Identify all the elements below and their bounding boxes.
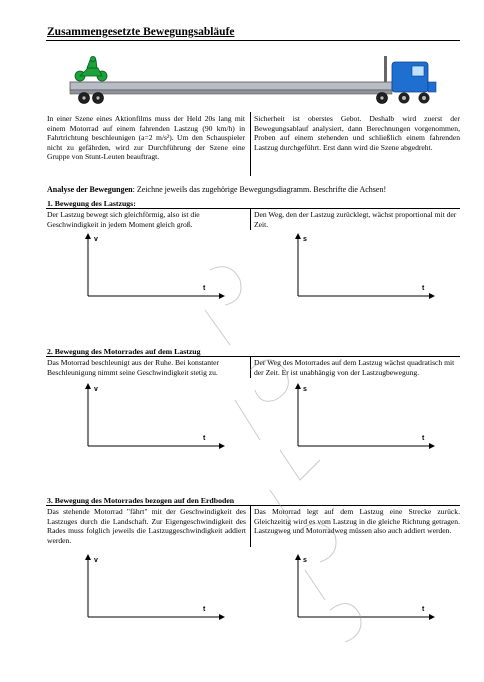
section-3-divider bbox=[250, 505, 251, 547]
section-1-heading: 1. Bewegung des Lastzugs: bbox=[47, 199, 136, 208]
section-2-divider bbox=[250, 356, 251, 378]
title-underline bbox=[46, 40, 460, 41]
intro-right: Sicherheit ist oberstes Gebot. Deshalb wird zuerst der Bewegungsablauf analysiert, dann Berechnungen vorgenommen, Proben auf einem stehenden und schließlich einem fahrenden Lastzug durchgeführt. Erst dann wird die Szene abgedreht. bbox=[254, 114, 460, 152]
section-2-left-text: Das Motorrad beschleunigt aus der Ruhe. Bei konstanter Beschleunigung nimmt seine Geschwindigkeit stetig zu. bbox=[47, 358, 220, 377]
section-2-left-x-label: t bbox=[203, 435, 206, 442]
section-2-heading: 2. Bewegung des Motorrades auf dem Lastzug bbox=[47, 347, 201, 356]
section-3-s-t-diagram bbox=[290, 553, 440, 623]
section-2-right-x-label: t bbox=[422, 435, 425, 442]
intro-left: In einer Szene eines Aktionfilms muss der Held 20s lang mit einem Motorrad auf einem fahrenden Lastzug (90 km/h) in Fahrtrichtung beschleunigen (a=2 m/s²). Um den Schauspieler nicht zu gefährden, wird zur Durchführung der Szene eine Gruppe von Stunt-Leuten beauftragt. bbox=[47, 114, 245, 162]
section-2-s-t-diagram bbox=[290, 382, 440, 452]
truck-with-motorcycle-icon bbox=[66, 56, 448, 108]
section-2-left-y-label: v bbox=[94, 386, 98, 393]
section-2-right-y-label: s bbox=[303, 386, 307, 393]
section-1-right-x-label: t bbox=[422, 285, 425, 292]
motorcycle-icon bbox=[75, 56, 107, 81]
analyse-label: Analyse der Bewegungen bbox=[47, 185, 133, 194]
section-3-heading: 3. Bewegung des Motorrades bezogen auf den Erdboden bbox=[47, 496, 235, 505]
section-1-left-x-label: t bbox=[203, 285, 206, 292]
section-3-left-y-label: v bbox=[94, 557, 98, 564]
section-3-v-t-diagram bbox=[80, 553, 230, 623]
section-2-rule bbox=[46, 356, 460, 357]
section-1-divider bbox=[250, 208, 251, 230]
section-1-left-y-label: v bbox=[94, 236, 98, 243]
section-3-right-x-label: t bbox=[422, 606, 425, 613]
section-3-right-text: Das Motorrad legt auf dem Lastzug eine Strecke zurück. Gleichzeitig wird es vom Lastzug in die gleiche Richtung getragen. Lastzugweg und Motorradweg müssen also auch addiert werden. bbox=[254, 507, 460, 536]
section-3-rule bbox=[46, 505, 460, 506]
section-1-s-t-diagram bbox=[290, 232, 440, 302]
section-1-right-y-label: s bbox=[303, 236, 307, 243]
section-3-right-y-label: s bbox=[303, 557, 307, 564]
section-2-v-t-diagram bbox=[80, 382, 230, 452]
section-1-left-text: Der Lastzug bewegt sich gleichförmig, also ist die Geschwindigkeit in jedem Moment gleich groß. bbox=[47, 210, 200, 229]
section-1-right-text: Den Weg, den der Lastzug zurücklegt, wächst proportional mit der Zeit. bbox=[254, 210, 457, 229]
truck-cab-icon bbox=[384, 56, 436, 104]
section-3-left-text: Das stehende Motorrad "fährt" mit der Geschwindigkeit des Lastzuges durch die Landschaft. Zur Eigengeschwindigkeit des Rades muss folglich jeweils die Lastzuggeschwindigkeit addiert werden. bbox=[47, 507, 246, 545]
page-title: Zusammengesetzte Bewegungsabläufe bbox=[47, 26, 235, 38]
section-1-rule bbox=[46, 208, 460, 209]
section-2-right-text: Der Weg des Motorrades auf dem Lastzug wächst quadratisch mit der Zeit. Er ist unabhängig von der Lastzugbewegung. bbox=[254, 358, 455, 377]
section-1-v-t-diagram bbox=[80, 232, 230, 302]
intro-divider bbox=[250, 112, 251, 176]
section-3-left-x-label: t bbox=[203, 606, 206, 613]
analyse-instruction bbox=[47, 185, 386, 194]
analyse-text: : Zeichne jeweils das zugehörige Bewegungsdiagramm. Beschrifte die Achsen! bbox=[132, 185, 387, 194]
trailer-deck bbox=[70, 82, 392, 90]
